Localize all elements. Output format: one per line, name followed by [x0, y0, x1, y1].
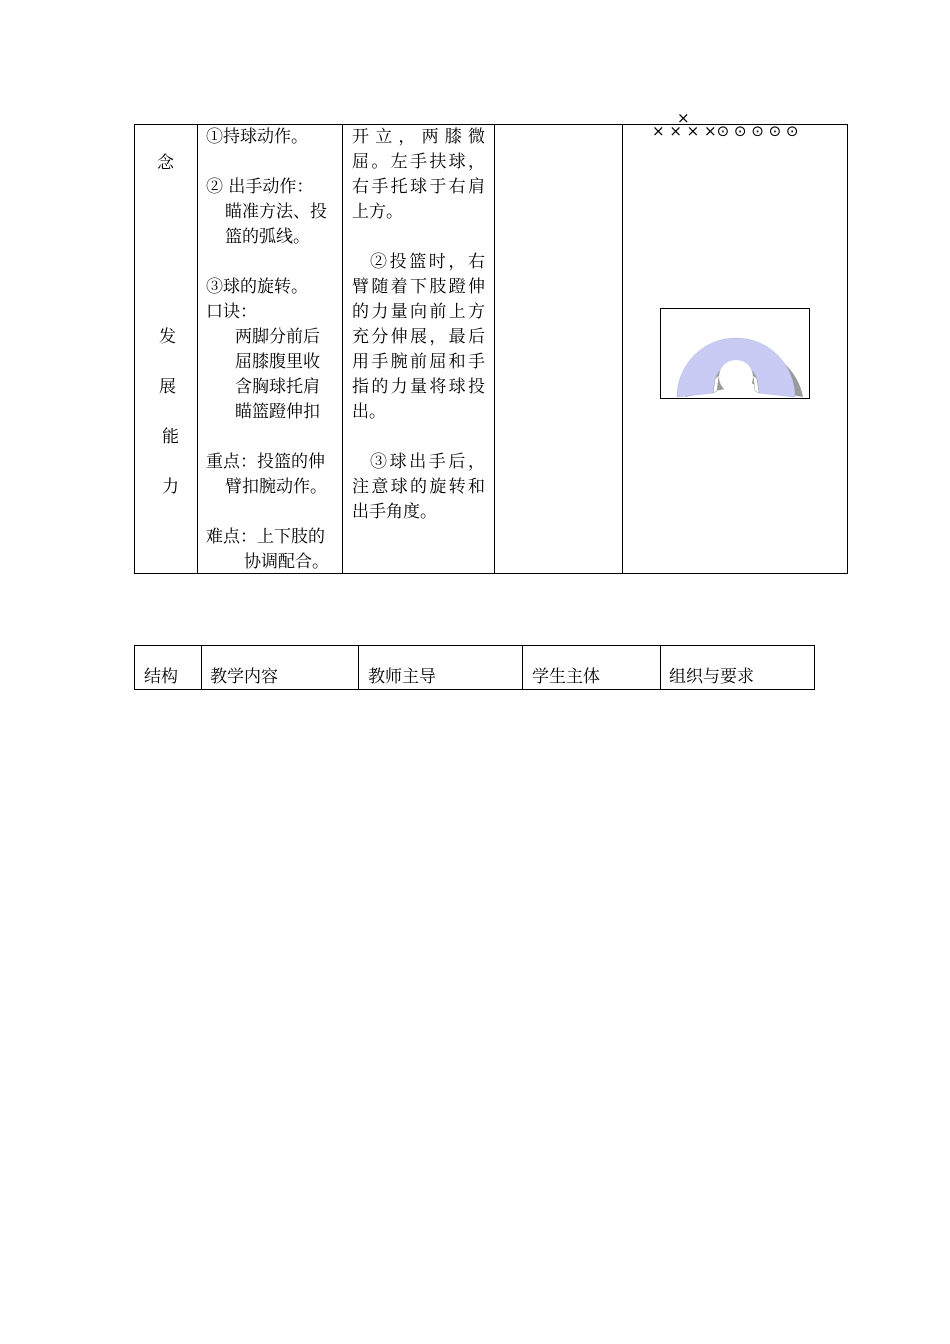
- teacher-text-line: 右手托球于右肩: [352, 177, 485, 197]
- table1-border-5: [622, 124, 623, 574]
- table2-border-6: [814, 645, 815, 690]
- table2-top-border: [134, 645, 815, 646]
- structure-char-4: 力: [162, 477, 179, 497]
- table1-border-3: [342, 124, 343, 574]
- structure-char-2: 展: [159, 377, 176, 397]
- table1-border-2: [197, 124, 198, 574]
- header-student-subject: 学生主体: [532, 667, 600, 687]
- content-rhyme-line: 两脚分前后: [235, 327, 320, 347]
- structure-char-1: 发: [159, 327, 176, 347]
- structure-char-3: 能: [162, 427, 179, 447]
- teacher-text-line: 充分伸展，最后: [352, 327, 485, 347]
- teacher-text-line: 臂随着下肢蹬伸: [352, 277, 485, 297]
- content-rhyme-line: 含胸球托肩: [235, 377, 320, 397]
- header-teaching-content: 教学内容: [210, 667, 278, 687]
- teacher-text-line: 的力量向前上方: [352, 302, 485, 322]
- teacher-text-line: 用手腕前屈和手: [352, 352, 485, 372]
- header-structure: 结构: [144, 667, 178, 687]
- table1-border-1: [134, 124, 135, 574]
- content-key-point: 重点：投篮的伸: [206, 452, 325, 472]
- content-rhyme-label: 口诀：: [206, 302, 257, 322]
- formation-row: × × × ×⊙ ⊙ ⊙ ⊙ ⊙: [652, 122, 799, 140]
- teacher-text-line: 指的力量将球投: [352, 377, 485, 397]
- table2-border-2: [201, 645, 202, 690]
- teacher-text-line: 上方。: [352, 202, 403, 222]
- teacher-text-line: 开立，两膝微: [352, 127, 485, 147]
- content-rhyme-line: 瞄篮蹬伸扣: [235, 402, 320, 422]
- table1-bottom-border: [134, 573, 848, 574]
- table2-bottom-border: [134, 689, 815, 690]
- content-item-hold-ball: ①持球动作。: [206, 127, 308, 147]
- content-difficulty-2: 协调配合。: [244, 552, 329, 572]
- content-item-release-2: 瞄准方法、投: [225, 202, 327, 222]
- teacher-text-line: 注意球的旋转和: [352, 477, 485, 497]
- content-rhyme-line: 屈膝腹里收: [235, 352, 320, 372]
- content-difficulty: 难点：上下肢的: [206, 527, 325, 547]
- header-teacher-guidance: 教师主导: [368, 667, 436, 687]
- table2-border-1: [134, 645, 135, 690]
- content-key-point-2: 臂扣腕动作。: [225, 477, 327, 497]
- content-item-spin: ③球的旋转。: [206, 277, 308, 297]
- table1-border-6: [847, 124, 848, 574]
- teacher-text-line: ②投篮时，右: [370, 252, 485, 272]
- content-item-release-3: 篮的弧线。: [225, 227, 310, 247]
- structure-char-nian: 念: [157, 153, 174, 173]
- header-organization: 组织与要求: [669, 667, 754, 687]
- teacher-text-line: 出手角度。: [352, 502, 437, 522]
- table2-border-3: [358, 645, 359, 690]
- teacher-text-line: 屈。左手扶球，: [352, 152, 485, 172]
- half-court-arc-icon: [661, 309, 810, 399]
- court-diagram: [660, 308, 810, 399]
- teacher-text-line: 出。: [352, 402, 386, 422]
- table1-border-4: [494, 124, 495, 574]
- content-item-release: ② 出手动作：: [206, 177, 314, 197]
- teacher-text-line: ③球出手后，: [370, 452, 485, 472]
- formation-extra-mark: ×: [677, 109, 690, 127]
- table2-border-4: [522, 645, 523, 690]
- table2-border-5: [660, 645, 661, 690]
